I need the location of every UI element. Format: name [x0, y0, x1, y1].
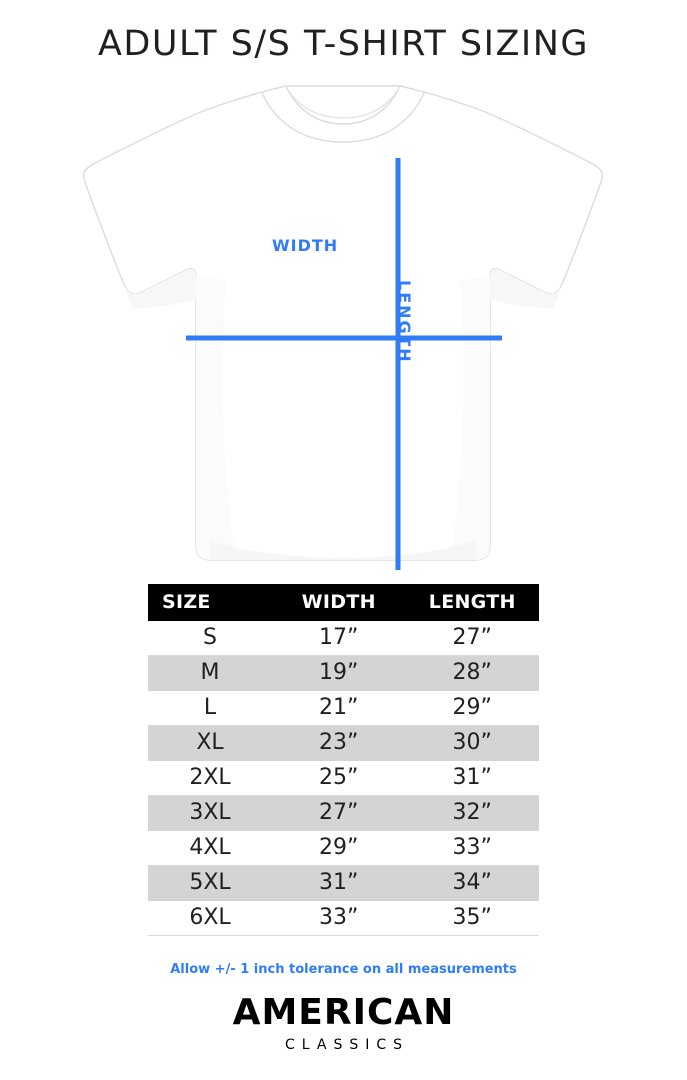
- brand-logo: [0, 992, 687, 1053]
- cell-size: 4XL: [148, 831, 272, 866]
- table-row: [148, 761, 539, 796]
- cell-width: 33”: [272, 901, 406, 936]
- cell-length: 33”: [406, 831, 540, 866]
- table-row: [148, 866, 539, 901]
- cell-width: 21”: [272, 691, 406, 726]
- table-row: [148, 901, 539, 936]
- cell-size: M: [148, 656, 272, 691]
- cell-size: 6XL: [148, 901, 272, 936]
- size-table-wrap: [148, 584, 539, 936]
- table-row: [148, 796, 539, 831]
- cell-length: 30”: [406, 726, 540, 761]
- cell-length: 31”: [406, 761, 540, 796]
- table-row: [148, 691, 539, 726]
- cell-width: 27”: [272, 796, 406, 831]
- table-row: [148, 726, 539, 761]
- cell-width: 31”: [272, 866, 406, 901]
- cell-size: 3XL: [148, 796, 272, 831]
- length-label: LENGTH: [395, 280, 414, 364]
- cell-size: 5XL: [148, 866, 272, 901]
- cell-width: 25”: [272, 761, 406, 796]
- table-header-row: [148, 584, 539, 621]
- cell-length: 34”: [406, 866, 540, 901]
- cell-length: 29”: [406, 691, 540, 726]
- cell-width: 29”: [272, 831, 406, 866]
- cell-width: 23”: [272, 726, 406, 761]
- cell-width: 17”: [272, 621, 406, 656]
- cell-length: 35”: [406, 901, 540, 936]
- cell-length: 32”: [406, 796, 540, 831]
- cell-length: 27”: [406, 621, 540, 656]
- page-title: ADULT S/S T-SHIRT SIZING: [97, 24, 590, 64]
- header-length: LENGTH: [406, 584, 540, 621]
- size-table: [148, 584, 539, 936]
- cell-size: XL: [148, 726, 272, 761]
- cell-size: S: [148, 621, 272, 656]
- brand-subtitle: CLASSICS: [284, 1037, 410, 1053]
- width-label: WIDTH: [272, 236, 339, 255]
- cell-length: 28”: [406, 656, 540, 691]
- table-row: [148, 831, 539, 866]
- shirt-diagram: [0, 70, 687, 570]
- table-row: [148, 656, 539, 691]
- tshirt-illustration: [0, 70, 687, 570]
- tolerance-note: Allow +/- 1 inch tolerance on all measurements: [170, 962, 517, 977]
- header-size: SIZE: [148, 584, 272, 621]
- table-row: [148, 621, 539, 656]
- cell-size: 2XL: [148, 761, 272, 796]
- cell-size: L: [148, 691, 272, 726]
- header-width: WIDTH: [272, 584, 406, 621]
- brand-name: AMERICAN: [232, 992, 455, 1033]
- cell-width: 19”: [272, 656, 406, 691]
